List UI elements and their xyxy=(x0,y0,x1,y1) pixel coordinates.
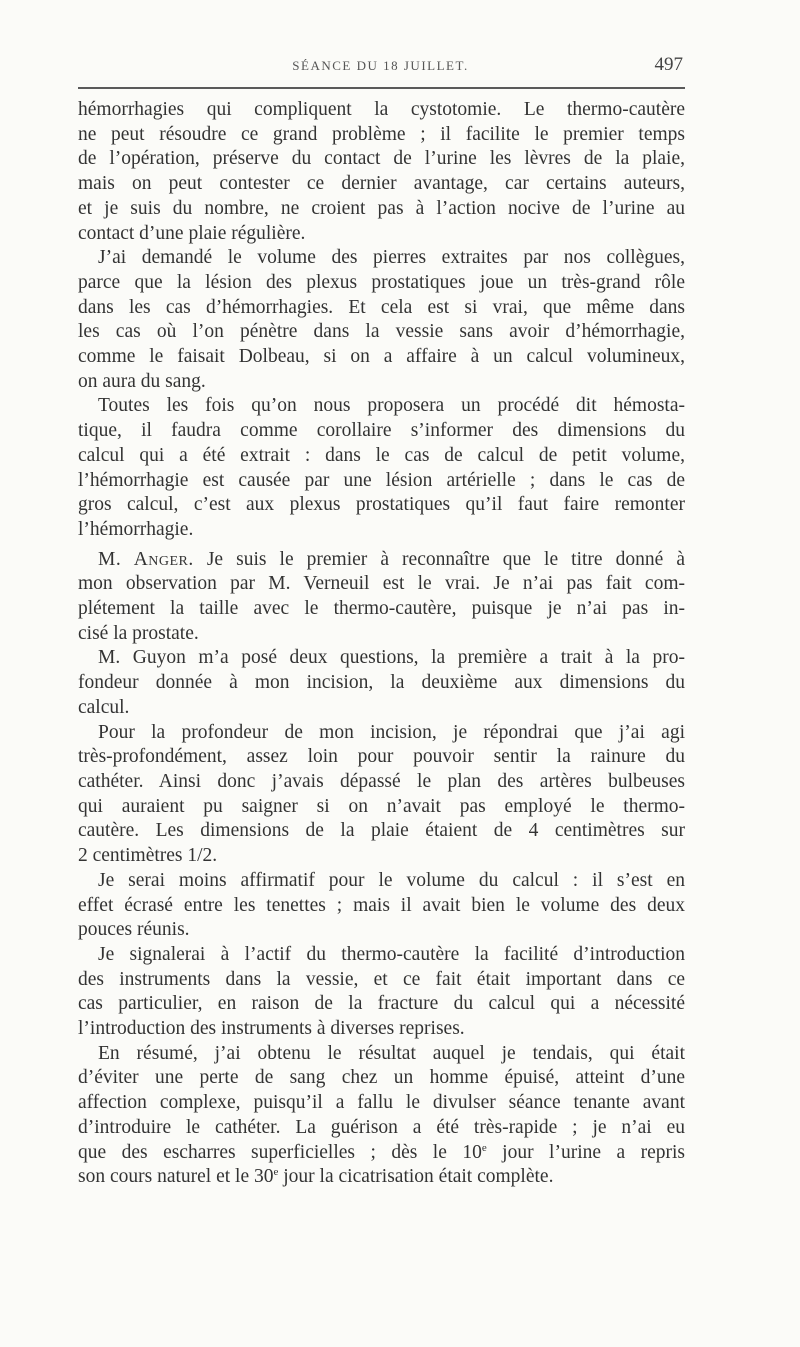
text-line: ne peut résoudre ce grand problème ; il facilite le premier temps xyxy=(78,123,685,145)
superscript: e xyxy=(481,1141,487,1154)
text-line: l’hémorrhagie. xyxy=(78,518,194,540)
text-line: dans les cas d’hémorrhagies. Et cela est si vrai, que même dans xyxy=(78,296,685,318)
body-text xyxy=(78,98,685,1190)
text-line: gros calcul, c’est aux plexus prostatiques qu’il faut faire remonter xyxy=(78,494,685,516)
text-line: M. Guyon m’a posé deux questions, la première a trait à la pro- xyxy=(98,647,685,669)
text-line: Pour la profondeur de mon incision, je répondrai que j’ai agi xyxy=(98,721,685,743)
page-number: 497 xyxy=(654,54,683,75)
text-line: cautère. Les dimensions de la plaie étaient de 4 centimètres sur xyxy=(78,820,685,842)
text-line: on aura du sang. xyxy=(78,370,206,392)
text-line: M. Anger. Je suis le premier à reconnaître que le titre donné à xyxy=(98,548,685,570)
text-line: les cas où l’on pénètre dans la vessie sans avoir d’hémorrhagie, xyxy=(78,321,685,343)
text-line: J’ai demandé le volume des pierres extraites par nos collègues, xyxy=(98,247,685,269)
text-line: tique, il faudra comme corollaire s’informer des dimensions du xyxy=(78,420,685,442)
paragraph xyxy=(78,943,685,1042)
paragraph xyxy=(78,548,685,647)
text-line: très-profondément, assez loin pour pouvoir sentir la rainure du xyxy=(78,746,685,768)
header-rule xyxy=(78,87,685,89)
text-line: d’éviter une perte de sang chez un homme épuisé, atteint d’une xyxy=(78,1067,685,1089)
text-line: effet écrasé entre les tenettes ; mais il avait bien le volume des deux xyxy=(78,894,685,916)
text-line: son cours naturel et le 30e jour la cicatrisation était complète. xyxy=(78,1166,554,1188)
text-line: cathéter. Ainsi donc j’avais dépassé le plan des artères bulbeuses xyxy=(78,770,685,792)
text-line: affection complexe, puisqu’il a fallu le divulser séance tenante avant xyxy=(78,1092,685,1114)
text-line: comme le faisait Dolbeau, si on a affaire à un calcul volumineux, xyxy=(78,346,685,368)
text-line: l’hémorrhagie est causée par une lésion artérielle ; dans le cas de xyxy=(78,469,685,491)
running-title: SÉANCE DU 18 JUILLET. xyxy=(292,58,469,73)
text-line: cas particulier, en raison de la fracture du calcul qui a nécessité xyxy=(78,993,685,1015)
paragraph xyxy=(78,246,685,394)
text-line: mon observation par M. Verneuil est le vrai. Je n’ai pas fait com- xyxy=(78,573,685,595)
superscript: e xyxy=(273,1166,279,1179)
paragraph xyxy=(78,869,685,943)
text-line: parce que la lésion des plexus prostatiques joue un très-grand rôle xyxy=(78,271,685,293)
speaker-name: M. Anger. xyxy=(98,548,194,570)
text-line: qui auraient pu saigner si on n’avait pas employé le thermo- xyxy=(78,795,685,817)
text-line: mais on peut contester ce dernier avantage, car certains auteurs, xyxy=(78,173,685,195)
text-line: fondeur donnée à mon incision, la deuxième aux dimensions du xyxy=(78,672,685,694)
text-line: d’introduire le cathéter. La guérison a été très-rapide ; je n’ai eu xyxy=(78,1116,685,1138)
text-line: Je signalerai à l’actif du thermo-cautère la facilité d’introduction xyxy=(98,943,685,965)
text-line: des instruments dans la vessie, et ce fait était important dans ce xyxy=(78,968,685,990)
text-line: que des escharres superficielles ; dès le 10e jour l’urine a repris xyxy=(78,1141,685,1163)
paragraph xyxy=(78,98,685,246)
text-line: Je serai moins affirmatif pour le volume du calcul : il s’est en xyxy=(98,869,685,891)
text-line: cisé la prostate. xyxy=(78,622,199,644)
text-line: pouces réunis. xyxy=(78,919,190,941)
text-line: de l’opération, préserve du contact de l’urine les lèvres de la plaie, xyxy=(78,148,685,170)
text-line: 2 centimètres 1/2. xyxy=(78,845,218,867)
text-line: hémorrhagies qui compliquent la cystotomie. Le thermo-cautère xyxy=(78,99,685,120)
page-header xyxy=(78,54,683,84)
paragraph xyxy=(78,394,685,542)
text-line: En résumé, j’ai obtenu le résultat auquel je tendais, qui était xyxy=(98,1042,685,1064)
text-line: Toutes les fois qu’on nous proposera un procédé dit hémosta- xyxy=(98,395,685,417)
text-line: calcul. xyxy=(78,696,130,718)
text-line: plétement la taille avec le thermo-cautère, puisque je n’ai pas in- xyxy=(78,598,685,620)
text-line: l’introduction des instruments à diverses reprises. xyxy=(78,1018,465,1040)
text-line: calcul qui a été extrait : dans le cas de calcul de petit volume, xyxy=(78,444,685,466)
paragraph xyxy=(78,646,685,720)
paragraph xyxy=(78,721,685,869)
text-line: contact d’une plaie régulière. xyxy=(78,222,306,244)
paragraph xyxy=(78,1042,685,1190)
text-line: et je suis du nombre, ne croient pas à l’action nocive de l’urine au xyxy=(78,197,685,219)
